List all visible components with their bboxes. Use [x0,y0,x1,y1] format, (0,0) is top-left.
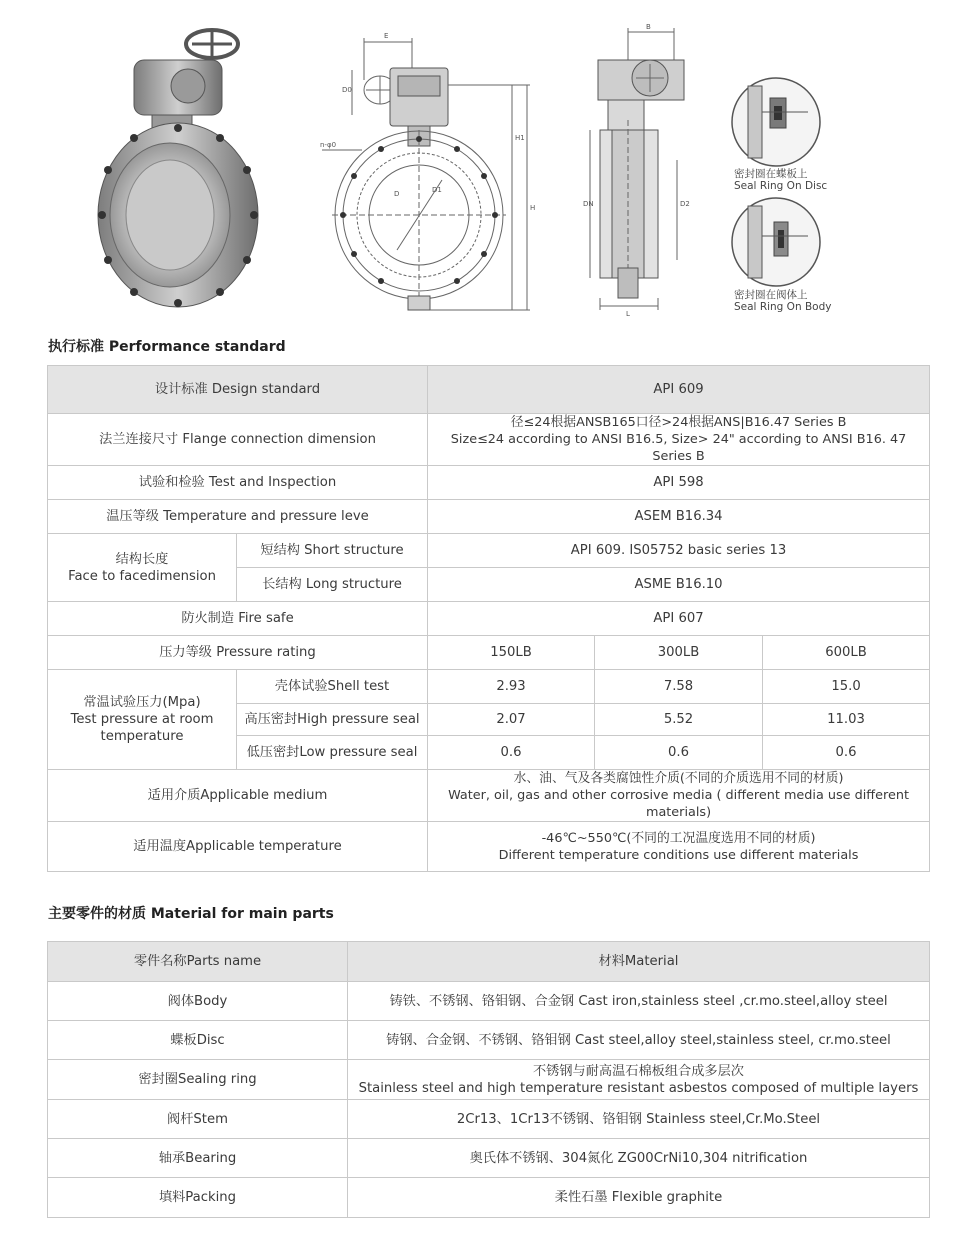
test-label: 试验和检验 Test and Inspection [48,466,428,500]
temp-pressure-value: ASEM B16.34 [428,500,930,534]
face-label-cn: 结构长度 [115,551,169,567]
pressure-rating-label: 压力等级 Pressure rating [48,636,428,670]
temperature-value [428,822,930,872]
high-pressure-seal-label: 高压密封High pressure seal [237,704,428,736]
material-stem: 2Cr13、1Cr13不锈钢、铬钼钢 Stainless steel,Cr.Mo.Steel [348,1100,930,1139]
flange-value [428,414,930,466]
dim-b-label: B [646,23,651,31]
dim-d1-label: D1 [432,186,442,194]
seal-on-body-caption-cn: 密封圈在阀体上 [734,289,808,301]
table-row [48,466,930,500]
low-pressure-seal-label: 低压密封Low pressure seal [237,736,428,770]
part-disc: 蝶板Disc [48,1021,348,1060]
seal-on-disc-caption-en: Seal Ring On Disc [734,180,828,192]
flange-label: 法兰连接尺寸 Flange connection dimension [48,414,428,466]
seal-on-body-caption [734,289,831,313]
seal-on-body-caption-en: Seal Ring On Body [734,301,832,313]
table-row [48,822,930,872]
part-body: 阀体Body [48,982,348,1021]
rating-300lb: 300LB [595,636,763,670]
low-seal-600: 0.6 [763,736,930,770]
part-stem: 阀杆Stem [48,1100,348,1139]
high-seal-600: 11.03 [763,704,930,736]
test-pressure-label [48,670,237,770]
performance-title: 执行标准 Performance standard [48,339,286,355]
short-structure-value: API 609. IS05752 basic series 13 [428,534,930,568]
valve-front-drawing-icon [312,20,552,320]
test-pressure-label-cn: 常温试验压力(Mpa) [83,695,201,710]
dim-d2-label: D2 [680,200,690,208]
part-packing: 填料Packing [48,1178,348,1218]
fire-safe-value: API 607 [428,602,930,636]
test-pressure-label-en2: temperature [100,729,184,744]
dim-e-label: E [384,32,389,40]
dim-d0-label: D0 [342,86,352,94]
test-value: API 598 [428,466,930,500]
high-seal-300: 5.52 [595,704,763,736]
fire-safe-label: 防火制造 Fire safe [48,602,428,636]
seal-on-disc-detail-icon [728,76,824,168]
temp-pressure-label: 温压等级 Temperature and pressure leve [48,500,428,534]
table-row [48,1100,930,1139]
dim-l-label: L [626,310,630,318]
dim-n-phi-label: n-φ0 [320,141,337,149]
part-bearing: 轴承Bearing [48,1139,348,1178]
table-row [48,1060,930,1100]
flange-value-line1: 径≤24根据ANSB165口径>24根据ANS|B16.47 Series B [510,415,847,430]
medium-label: 适用介质Applicable medium [48,770,428,822]
dim-h1-label: H1 [515,134,525,142]
test-pressure-label-en1: Test pressure at room [70,712,214,727]
temperature-value-en: Different temperature conditions use different materials [498,847,859,863]
materials-title: 主要零件的材质 Material for main parts [48,906,334,922]
medium-value-en: Water, oil, gas and other corrosive media ( different media use different materials) [448,788,909,820]
material-sealing-ring-cn: 不锈钢与耐高温石棉板组合成多层次 [533,1063,744,1079]
valve-photo-icon [92,20,262,310]
shell-test-label: 壳体试验Shell test [237,670,428,704]
table-row [48,500,930,534]
seal-on-disc-caption [734,168,827,192]
table-row [48,414,930,466]
shell-test-150: 2.93 [428,670,595,704]
table-row [48,636,930,670]
long-structure-value: ASME B16.10 [428,568,930,602]
shell-test-300: 7.58 [595,670,763,704]
figures-area [0,0,960,330]
table-row [48,670,930,704]
table-row [48,602,930,636]
seal-on-body-detail-icon [728,196,824,288]
dim-d-label: D [394,190,400,198]
face-label-en: Face to facedimension [68,568,216,584]
design-standard-value: API 609 [428,366,930,414]
low-seal-150: 0.6 [428,736,595,770]
table-row [48,942,930,982]
long-structure-label: 长结构 Long structure [237,568,428,602]
table-row [48,534,930,568]
dim-dn-label: DN [583,200,594,208]
performance-table [47,365,930,872]
part-sealing-ring: 密封圈Sealing ring [48,1060,348,1100]
flange-value-line2: Size≤24 according to ANSI B16.5, Size> 24" according to ANSI B16. 47 Series B [450,432,907,464]
temperature-label: 适用温度Applicable temperature [48,822,428,872]
material-sealing-ring-en: Stainless steel and high temperature resistant asbestos composed of multiple layers [358,1080,919,1096]
material-packing: 柔性石墨 Flexible graphite [348,1178,930,1218]
high-seal-150: 2.07 [428,704,595,736]
short-structure-label: 短结构 Short structure [237,534,428,568]
table-row [48,982,930,1021]
dim-h-label: H [530,204,536,212]
material-bearing: 奥氏体不锈钢、304氮化 ZG00CrNi10,304 nitrification [348,1139,930,1178]
design-standard-label: 设计标准 Design standard [48,366,428,414]
medium-value-cn: 水、油、气及各类腐蚀性介质(不同的介质选用不同的材质) [513,771,844,786]
table-row [48,1021,930,1060]
material-disc: 铸钢、合金钢、不锈钢、铬钼钢 Cast steel,alloy steel,stainless steel, cr.mo.steel [348,1021,930,1060]
temperature-value-cn: -46℃~550℃(不同的工况温度选用不同的材质) [541,830,816,846]
table-row [48,366,930,414]
shell-test-600: 15.0 [763,670,930,704]
rating-600lb: 600LB [763,636,930,670]
medium-value [428,770,930,822]
parts-name-header: 零件名称Parts name [48,942,348,982]
valve-side-drawing-icon [582,20,702,320]
material-header: 材料Material [348,942,930,982]
rating-150lb: 150LB [428,636,595,670]
table-row [48,1178,930,1218]
face-label [48,534,237,602]
table-row [48,770,930,822]
table-row [48,1139,930,1178]
material-body: 铸铁、不锈钢、铬钼钢、合金钢 Cast iron,stainless steel ,cr.mo.steel,alloy steel [348,982,930,1021]
low-seal-300: 0.6 [595,736,763,770]
seal-on-disc-caption-cn: 密封圈在蝶板上 [734,168,808,180]
material-sealing-ring [348,1060,930,1100]
materials-table [47,941,930,1218]
